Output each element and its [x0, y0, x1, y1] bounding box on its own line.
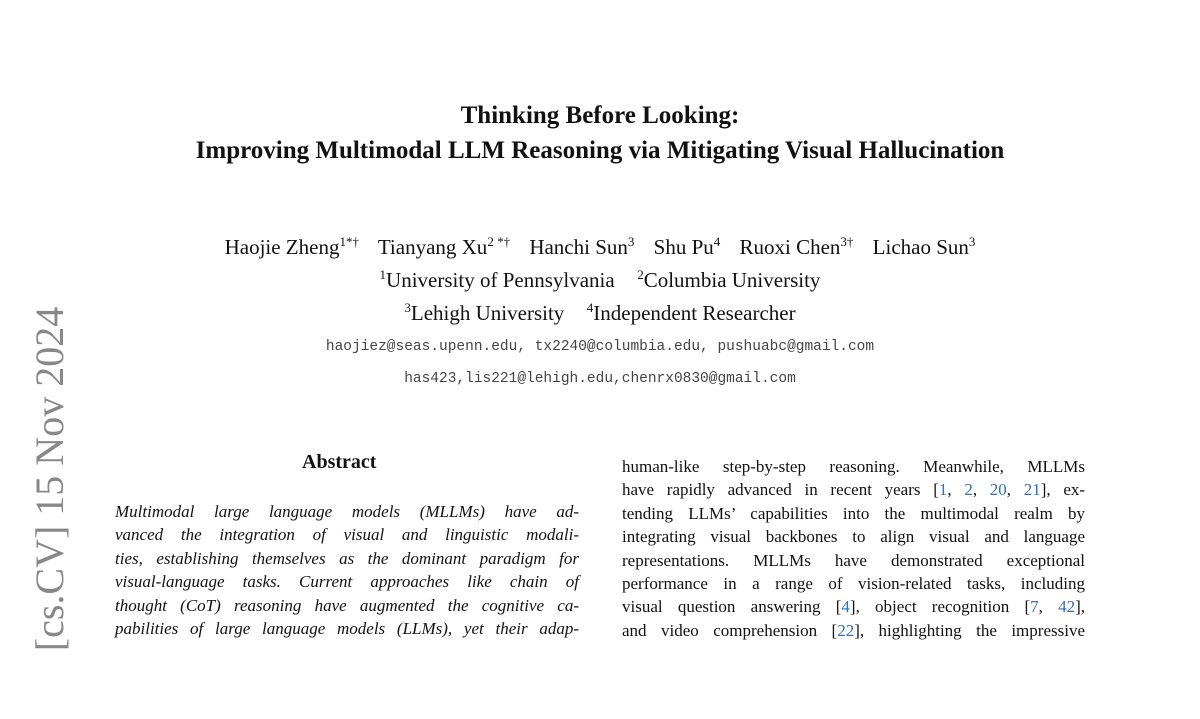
citation-link[interactable]: 7	[1030, 597, 1039, 617]
email-line-2: has423,lis221@lehigh.edu,chenrx0830@gmail.com	[404, 371, 796, 387]
citation-link[interactable]: 22	[837, 620, 855, 640]
citation-link[interactable]: 1	[938, 480, 948, 500]
body-line: visual question answering [4], object recognition [7, 42],	[622, 597, 1086, 617]
abstract-line: pabilities of large language models (LLMs), yet their adap-	[115, 619, 579, 639]
body-line: tending LLMs’ capabilities into the multimodal realm by	[622, 503, 1085, 523]
author-list	[0, 232, 1200, 262]
citation-link[interactable]: 2	[964, 480, 973, 500]
body-line: performance in a range of vision-related tasks, including	[622, 574, 1085, 594]
abstract-line: vanced the integration of visual and linguistic modali-	[115, 525, 579, 545]
abstract-line: Multimodal large language models (MLLMs) have ad-	[115, 502, 579, 521]
body-line: integrating visual backbones to align visual and language	[622, 527, 1085, 547]
introduction-body	[622, 455, 1085, 642]
citation-link[interactable]: 20	[989, 480, 1007, 500]
body-line: representations. MLLMs have demonstrated exceptional	[622, 550, 1085, 570]
author: Haojie Zheng$^{1*\dagger}$	[224, 234, 359, 259]
citation-link[interactable]: 4	[841, 597, 850, 617]
email-line-1: haojiez@seas.upenn.edu, tx2240@columbia.edu, pushuabc@gmail.com	[325, 339, 875, 355]
body-line: have rapidly advanced in recent years [1, 2, 20, 21], ex-	[622, 480, 1086, 500]
author: Hanchi Sun$^3$	[529, 234, 635, 259]
affiliation: $^4$Independent Researcher	[586, 300, 796, 325]
body-line: and video comprehension [22], highlighting the impressive	[622, 620, 1085, 640]
affiliations-line-2	[0, 298, 1200, 328]
abstract-body	[115, 500, 579, 640]
paper-title-line-1: Thinking Before Looking:	[460, 102, 740, 129]
author: Ruoxi Chen$^{3\dagger}$	[739, 234, 854, 259]
author: Lichao Sun$^3$	[872, 234, 976, 259]
body-line: human-like step-by-step reasoning. Meanwhile, MLLMs	[622, 457, 1085, 476]
arxiv-side-stamp: [cs.CV] 15 Nov 2024	[27, 306, 72, 652]
abstract-line: thought (CoT) reasoning have augmented the cognitive ca-	[115, 595, 579, 615]
affiliation: $^2$Columbia University	[637, 267, 821, 292]
paper-title-line-2: Improving Multimodal LLM Reasoning via Mitigating Visual Hallucination	[195, 137, 1005, 164]
affiliation: $^1$University of Pennsylvania	[379, 267, 615, 292]
abstract-heading: Abstract	[302, 451, 377, 473]
citation-link[interactable]: 42	[1058, 597, 1076, 617]
abstract-line: ties, establishing themselves as the dominant paradigm for	[115, 548, 579, 568]
abstract-line: visual-language tasks. Current approaches like chain of	[115, 572, 579, 592]
author: Shu Pu$^4$	[653, 234, 721, 259]
affiliations-line-1	[0, 265, 1200, 295]
author: Tianyang $Xu^{2 *\dagger}$	[377, 234, 511, 259]
citation-link[interactable]: 21	[1023, 480, 1041, 500]
affiliation: $^3$Lehigh University	[404, 300, 565, 325]
